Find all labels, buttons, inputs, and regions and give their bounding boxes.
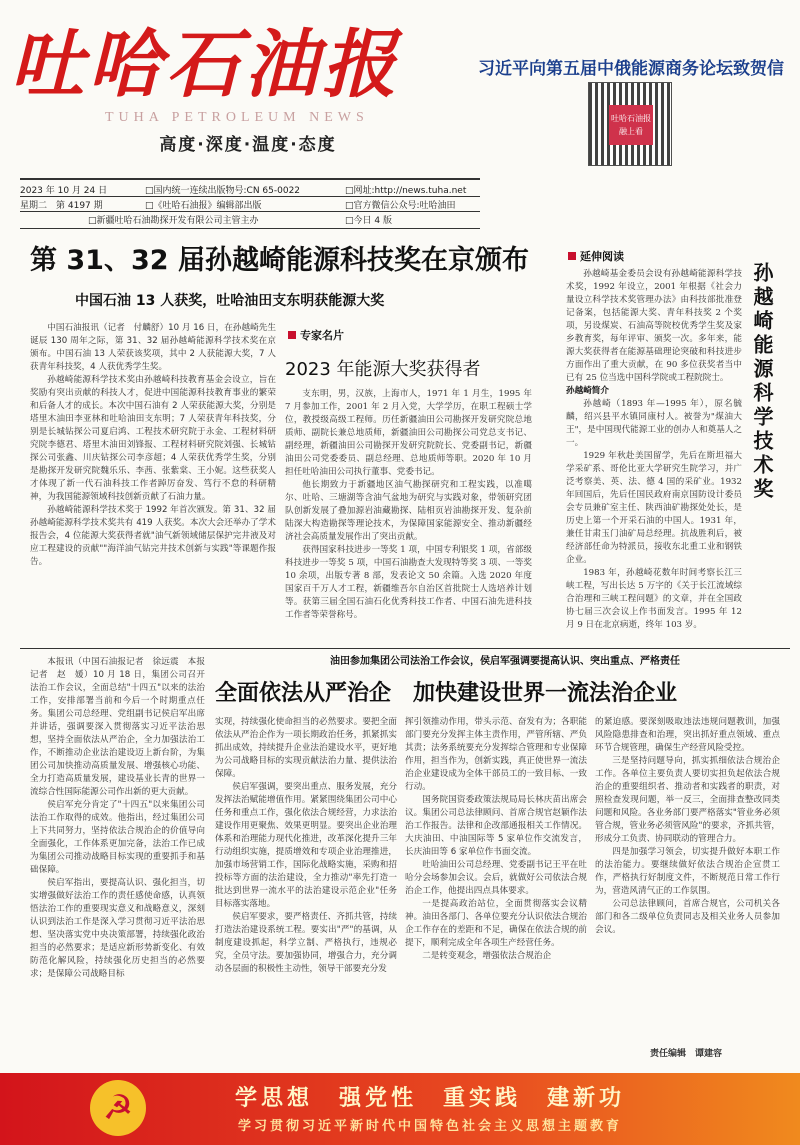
lead-subhead: 中国石油 13 人获奖，吐哈油田支东明获能源大奖 bbox=[75, 293, 385, 309]
lead-para: 孙越崎能源科学技术奖于 1992 年首次颁发。第 31、32 届孙越崎能源科学技术奖共有 419 人获奖。本次大会还举办了学术报告会，4 位能源大奖获得者就"油气新领域储层保护完井液及对应工程建设的贡献""海洋油气钻完井技术创新与实践"等课题作报告。 bbox=[30, 505, 276, 567]
sidebar-bio-para: 1929 年秋赴美国留学，先后在斯坦福大学采矿系、哥伦比亚大学研究生院学习，并广泛考察美、英、法、德 4 国的采矿业。1932 年回国后，先后任国民政府南京国防设计委员会专员兼矿室主任、陕西油矿勘探处处长，是历史上第一个开采石油的中国人。1931 年，兼任甘肃玉门油矿局总经理。抗战胜利后，被经济部任命为特派员，接收东北重工业和钢铁企业。 bbox=[566, 451, 742, 565]
masthead-english: TUHA PETROLEUM NEWS bbox=[105, 110, 369, 125]
issue-dept: □《吐哈石油报》编辑部出版 bbox=[145, 201, 262, 211]
masthead-title: 吐哈石油报 bbox=[10, 22, 400, 108]
sidebar-body bbox=[566, 268, 742, 644]
issue-website[interactable]: □网址:http://news.tuha.net bbox=[345, 186, 467, 196]
section-divider bbox=[20, 648, 790, 649]
law-para: 实现，持续强化使命担当的必然要求。要把全面依法从严治企作为一项长期政治任务，抓紧抓实抓出成效，持续提升企业法治建设水平，更好地为公司战略目标的实现贡献法治力量、提供法治保障。 bbox=[215, 717, 397, 779]
law-para: 挥引领推动作用，带头示范、奋发有为；各职能部门要充分发挥主体主责作用，严管所辖、严负其责；法务系统要充分发挥综合管理和专业保障作用，担当作为，创新实践，真正使世界一流法治企业建设成为全体干部员工的一致目标、一致行动。 bbox=[405, 717, 587, 792]
qr-code[interactable] bbox=[588, 82, 672, 166]
law-kicker: 油田参加集团公司法治工作会议，侯启军强调要提高认识、突出重点、严格责任 bbox=[330, 656, 680, 667]
tag-square-icon bbox=[568, 252, 576, 260]
top-headline[interactable]: 习近平向第五届中俄能源商务论坛致贺信 bbox=[478, 59, 784, 79]
law-para: 四是加强学习领会，切实提升做好本职工作的法治能力。要继续做好依法合规治企宣贯工作，严格执行好制度文件，不断规范日常工作行为，营造风清气正的工作氛围。 bbox=[595, 847, 780, 896]
info-rule bbox=[20, 211, 480, 212]
editor-credit: 责任编辑 谭建容 bbox=[650, 1049, 723, 1059]
law-col-3 bbox=[405, 716, 587, 1066]
banner-slogan: 学思想 强党性 重实践 建新功 bbox=[234, 1086, 625, 1111]
law-para: 国务院国资委政策法规局局长林庆苗出席会议。集团公司总法律顾问、首席合规官赵颖作法治工作报告。法律和企改部通报相关工作情况。大庆油田、中油国际等 5 家单位作交流发言，长庆油田等 6 家单位作书面交流。 bbox=[405, 795, 587, 857]
expert-title: 2023 年能源大奖获得者 bbox=[285, 359, 481, 380]
sidebar-vertical-title: 孙越崎能源科学技术奖 bbox=[750, 262, 774, 502]
law-para: 侯启军充分肯定了"十四五"以来集团公司法治工作取得的成效。他指出，经过集团公司上下共同努力，坚持依法合规治企的价值导向全面强化，工作体系更加完备，法治工作已成为集团公司推动战略目标实现的重要抓手和基础保障。 bbox=[30, 800, 205, 875]
banner-subtitle: 学习贯彻习近平新时代中国特色社会主义思想主题教育 bbox=[237, 1119, 622, 1134]
lead-para: 中国石油报讯（记者 付麟舒）10 月 16 日，在孙越崎先生诞辰 130 周年之际，第 31、32 届孙越崎能源科学技术奖在京颁布。中国石油 13 人荣获该奖项，其中 2 人获能源大奖，7 人获青年科技奖，4 人获优秀学生奖。 bbox=[30, 323, 276, 372]
law-para: 公司总法律顾问，首席合规官，公司机关各部门和各二级单位负责同志及相关业务人员参加会议。 bbox=[595, 899, 780, 935]
sidebar-bio-heading: 孙越崎简介 bbox=[566, 386, 609, 396]
law-para: 二是转变观念，增强依法合规治企 bbox=[422, 951, 552, 961]
law-para: 吐哈油田公司总经理、党委副书记王平在吐哈分会场参加会议。会后，就做好公司依法合规治企工作，他提出四点具体要求。 bbox=[405, 860, 587, 896]
law-para: 一是提高政治站位，全面贯彻落实会议精神。油田各部门、各单位要充分认识依法合规治企工作存在的差距和不足，确保在依法合规的前提下，顺利完成全年各项生产经营任务。 bbox=[405, 899, 587, 948]
law-col-4 bbox=[595, 716, 780, 1042]
law-para: 本报讯（中国石油报记者 徐远震 本报记者 赵 媛）10 月 18 日，集团公司召开法治工作会议，全面总结"十四五"以来的法治工作，安排部署当前和今后一个时期重点任务。集团公司总经理、党组副书记侯启军出席并讲话，强调要深入贯彻落实习近平法治思想，坚持全面依法从严治企，全力加强法治工作，不断推动企业法治建设迈上新台阶，为集团公司加快推动高质量发展、增强核心功能、全力打造高质量发展，建设基业长青的世界一流综合性国际能源公司作出新的更大贡献。 bbox=[30, 657, 205, 797]
tag-square-icon bbox=[288, 331, 296, 339]
law-para: 的紧迫感。要深刻吸取违法违规问题教训，加强风险隐患排查和治理，突出抓好重点领域、重点环节合规管理，确保生产经营风险受控。 bbox=[595, 717, 780, 753]
law-para: 侯启军指出，要提高认识、强化担当，切实增强做好法治工作的责任感使命感，认真领悟法治工作的重要现实意义和战略意义，深刻认识到法治工作是深入学习贯彻习近平法治思想、坚决落实党中央决策部署，持续强化政治担当的必然要求；是适应新形势新变化、有效防范化解风险，持续强化历史担当的必然要求；是保障公司战略目标 bbox=[30, 878, 205, 979]
info-rule bbox=[20, 228, 480, 229]
issue-cn: □国内统一连续出版物号:CN 65-0022 bbox=[145, 186, 301, 196]
party-emblem-icon: ☭ bbox=[90, 1080, 146, 1136]
qr-label: 吐哈石油报 融上看 bbox=[609, 105, 653, 145]
expert-para: 支东明，男，汉族，上海市人，1971 年 1 月生，1995 年 7 月参加工作，2001 年 2 月入党，大学学历，在职工程硕士学位，教授级高级工程师。历任新疆油田公司勘探开发研究院总地质师、副院长兼总地质师，新疆油田公司勘探公司党总支书记、副经理，新疆油田公司勘探开发研究院院长、党委副书记，新疆油田公司党委委员、副总经理、总地质师等职。2020 年 10 月担任吐哈油田公司执行董事、党委书记。 bbox=[285, 389, 532, 477]
issue-pages: □今日 4 版 bbox=[345, 216, 392, 226]
masthead-rule bbox=[20, 178, 480, 180]
law-para: 侯启军要求，要严格责任、齐抓共管，持续打造法治建设系统工程。要实出"严"的基调，从制度建设抓起，科学立制、严格执行，违规必究，全员守法。要加强协同，增强合力，充分调动各层面的积极性主动性，领导干部要充分发 bbox=[215, 912, 397, 974]
lead-body bbox=[30, 322, 276, 642]
issue-sponsor: □新疆吐哈石油勘探开发有限公司主管主办 bbox=[88, 216, 259, 226]
expert-tag: 专家名片 bbox=[288, 327, 344, 343]
sidebar-tag: 延伸阅读 bbox=[568, 248, 624, 264]
expert-para: 他长期致力于新疆地区油气勘探研究和工程实践，以准噶尔、吐哈、三塘湖等含油气盆地为研究与实践对象，带领研究团队创新发展了叠加源岩油藏勘探、陆相页岩油勘探开发、复杂前陆深大构造勘探等理论技术，为保障国家能源安全、推动新疆经济社会高质量发展作出了突出贡献。 bbox=[285, 480, 532, 542]
law-headline[interactable]: 全面依法从严治企 加快建设世界一流法治企业 bbox=[215, 681, 678, 706]
sidebar-intro: 孙越崎基金委员会设有孙越崎能源科学技术奖，1992 年设立，2001 年根据《社会力量设立科学技术奖管理办法》由科技部批准登记备案，包括能源大奖、青年科技奖 2 个奖项，另设煤炭、石油高等院校优秀学生奖及家乡教育奖，每年评审、颁奖一次。多年来，能源大奖获得者在能源基础理论突破和科技进步方面作出了重大贡献，在 90 多位获奖者当中已有 25 位当选中国科学院或工程院院士。 bbox=[566, 269, 742, 383]
lead-para: 孙越崎能源科学技术奖由孙越崎科技教育基金会设立，旨在奖励有突出贡献的科技人才，促进中国能源科技教育事业的繁荣和后备人才的成长。本次中国石油有 2 人荣获能源大奖，分别是塔里木油田李亚林和吐哈油田支东明；7 人荣获青年科技奖，分别是长城钻探公司夏启鸿、工程技术研究院于永金、工程材料研究院李德君、塔里木油田刘锋报、工程材料研究院刘强、长城钻探公司张鑫、川庆钻探公司李彦超；4 人荣获优秀学生奖，分别是勘探开发研究院魏乐乐、李茜、张紫棠、王小妮。这些获奖人才体现了新一代石油科技工作者踔厉奋发、笃行不怠的科研精神，为我国能源领域科技创新贡献了石油力量。 bbox=[30, 375, 276, 502]
lead-headline[interactable]: 第 31、32 届孙越崎能源科技奖在京颁布 bbox=[30, 245, 529, 276]
masthead-slogan: 高度·深度·温度·态度 bbox=[159, 135, 337, 155]
law-col-2 bbox=[215, 716, 397, 1066]
issue-number: 星期二 第 4197 期 bbox=[20, 201, 103, 211]
sidebar-bio-para: 1983 年，孙越崎花数年时间考察长江三峡工程，写出长达 5 万字的《关于长江流域综合治理和三峡工程问题》的文章，并在全国政协七届三次会议上作书面发言。1995 年 12 月 9 日在北京病逝，终年 103 岁。 bbox=[566, 568, 742, 630]
law-para: 三是坚持问题导向，抓实抓细依法合规治企工作。各单位主要负责人要切实担负起依法合规治企的重要组织者、推动者和实践者的职责，对照检查发现问题，举一反三，全面排查整改同类问题和风险。各业务部门要严格落实"管业务必须管合规，管业务必须管风险"的要求，齐抓共管，形成分工负责、协同联动的管理合力。 bbox=[595, 756, 780, 844]
law-col-1 bbox=[30, 656, 205, 1066]
issue-date: 2023 年 10 月 24 日 bbox=[20, 186, 108, 196]
sidebar-bio-para: 孙越崎（1893 年—1995 年），原名毓麟，绍兴县平水镇同康村人。被誉为"煤油大王"，是中国现代能源工业的创办人和奠基人之一。 bbox=[566, 399, 742, 448]
law-para: 侯启军强调，要突出重点、服务发展，充分发挥法治赋能增值作用。紧紧围绕集团公司中心任务和重点工作，强化依法合规经营，力求法治建设作用更聚焦、效果更明显。要突出企业治理体系和治理能力现代化推进，改革深化提升三年行动组织实施，提质增效和专项企业治理推进，加强市场营销工作，国际化战略实施，采购和招投标等方面的法治建设，全力推动"率先打造一批达到世界一流水平的法治建设示范企业"任务目标落实落地。 bbox=[215, 782, 397, 909]
expert-body bbox=[285, 388, 532, 640]
info-rule bbox=[20, 196, 480, 197]
expert-para: 获得国家科技进步一等奖 1 项，中国专利银奖 1 项，省部级科技进步一等奖 5 项，中国石油勘查大发现特等奖 3 项、一等奖 10 余项，出版专著 8 部，发表论文 50 余篇。入选 2020 年度国家百千万人才工程，新疆维吾尔自治区首批院士人选培养计划等。获第三届全国石油石化优秀科技工作者、中国石油先进科技工作者等荣誉称号。 bbox=[285, 545, 532, 620]
issue-wechat: □官方微信公众号:吐哈油田 bbox=[345, 201, 456, 211]
